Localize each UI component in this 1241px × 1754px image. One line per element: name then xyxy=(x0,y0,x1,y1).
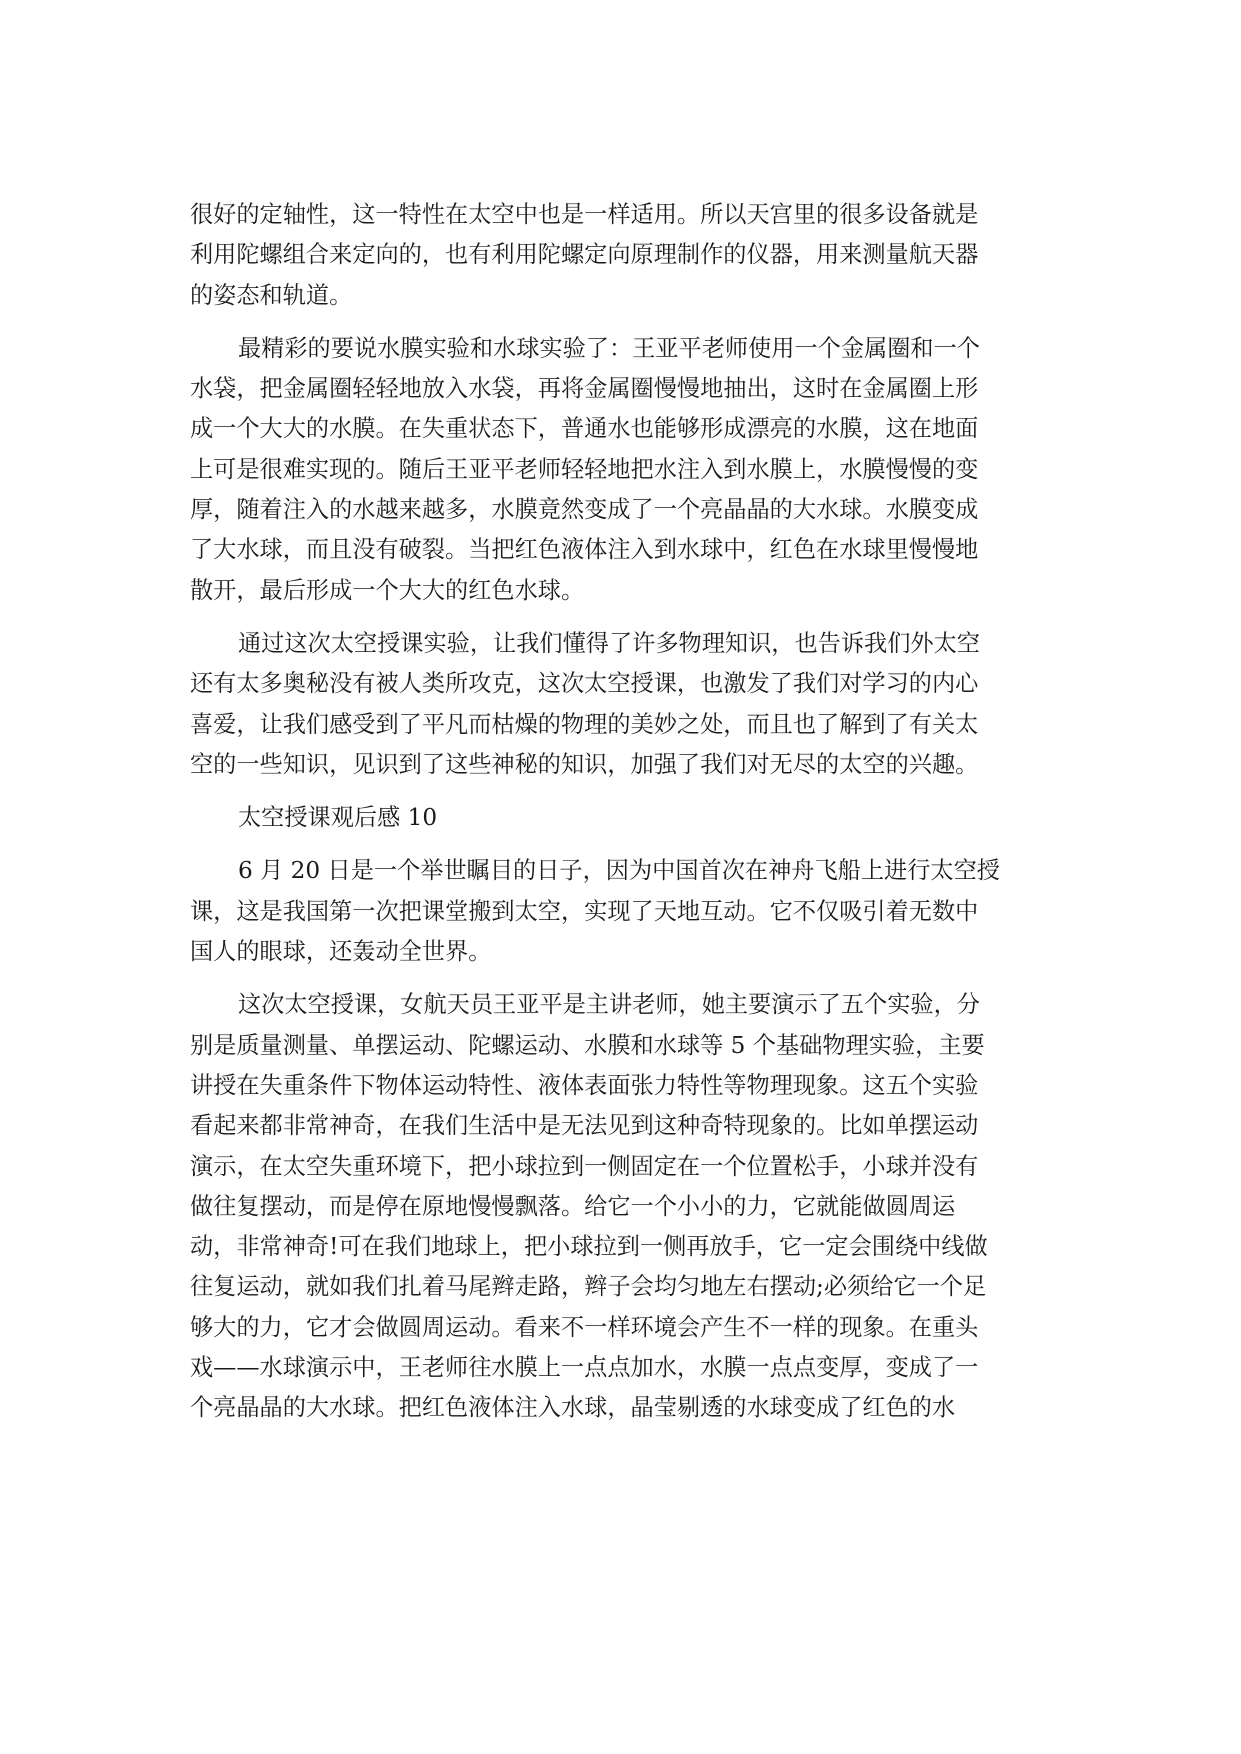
text-line: 看起来都非常神奇，在我们生活中是无法见到这种奇特现象的。比如单摆运动 xyxy=(190,1112,979,1140)
paragraph-1 xyxy=(190,195,1070,316)
text-line: 够大的力，它才会做圆周运动。看来不一样环境会产生不一样的现象。在重头 xyxy=(190,1313,979,1341)
paragraph-4 xyxy=(190,851,1070,972)
text-line: 个亮晶晶的大水球。把红色液体注入水球，晶莹剔透的水球变成了红色的水 xyxy=(190,1394,956,1422)
text-line: 6 月 20 日是一个举世瞩目的日子，因为中国首次在神舟飞船上进行太空授 xyxy=(238,857,1000,885)
text-line: 做往复摆动，而是停在原地慢慢飘落。给它一个小小的力，它就能做圆周运 xyxy=(190,1192,956,1220)
text-line: 通过这次太空授课实验，让我们懂得了许多物理知识，也告诉我们外太空 xyxy=(238,629,980,657)
text-line: 讲授在失重条件下物体运动特性、液体表面张力特性等物理现象。这五个实验 xyxy=(190,1071,979,1099)
paragraph-3 xyxy=(190,624,1070,785)
heading-text: 太空授课观后感 10 xyxy=(238,804,438,832)
text-line: 散开，最后形成一个大大的红色水球。 xyxy=(190,576,585,604)
text-line: 利用陀螺组合来定向的，也有利用陀螺定向原理制作的仪器，用来测量航天器 xyxy=(190,241,979,269)
text-line: 很好的定轴性，这一特性在太空中也是一样适用。所以天宫里的很多设备就是 xyxy=(190,201,979,228)
text-line: 的姿态和轨道。 xyxy=(190,281,353,309)
text-line: 空的一些知识，见识到了这些神秘的知识，加强了我们对无尽的太空的兴趣。 xyxy=(190,750,979,778)
text-line: 这次太空授课，女航天员王亚平是主讲老师，她主要演示了五个实验，分 xyxy=(238,991,980,1019)
text-line: 戏——水球演示中，王老师往水膜上一点点加水，水膜一点点变厚，变成了一 xyxy=(190,1354,979,1382)
text-line: 别是质量测量、单摆运动、陀螺运动、水膜和水球等 5 个基础物理实验，主要 xyxy=(190,1031,985,1059)
text-line: 动，非常神奇!可在我们地球上，把小球拉到一侧再放手，它一定会围绕中线做 xyxy=(190,1233,988,1261)
text-line: 往复运动，就如我们扎着马尾辫走路，辫子会均匀地左右摆动;必须给它一个足 xyxy=(190,1273,987,1301)
paragraph-2 xyxy=(190,329,1070,611)
text-line: 厚，随着注入的水越来越多，水膜竟然变成了一个亮晶晶的大水球。水膜变成 xyxy=(190,496,979,524)
text-line: 国人的眼球，还轰动全世界。 xyxy=(190,938,492,966)
section-heading xyxy=(190,798,1070,838)
body-text xyxy=(190,195,1070,1429)
text-line: 还有太多奥秘没有被人类所攻克，这次太空授课，也激发了我们对学习的内心 xyxy=(190,670,979,698)
text-line: 成一个大大的水膜。在失重状态下，普通水也能够形成漂亮的水膜，这在地面 xyxy=(190,415,979,443)
paragraph-5 xyxy=(190,985,1070,1428)
text-line: 课，这是我国第一次把课堂搬到太空，实现了天地互动。它不仅吸引着无数中 xyxy=(190,897,979,925)
text-line: 了大水球，而且没有破裂。当把红色液体注入到水球中，红色在水球里慢慢地 xyxy=(190,536,979,564)
text-line: 最精彩的要说水膜实验和水球实验了：王亚平老师使用一个金属圈和一个 xyxy=(238,334,980,362)
text-line: 上可是很难实现的。随后王亚平老师轻轻地把水注入到水膜上，水膜慢慢的变 xyxy=(190,455,979,483)
text-line: 水袋，把金属圈轻轻地放入水袋，再将金属圈慢慢地抽出，这时在金属圈上形 xyxy=(190,375,979,403)
text-line: 喜爱，让我们感受到了平凡而枯燥的物理的美妙之处，而且也了解到了有关太 xyxy=(190,710,979,738)
text-line: 演示，在太空失重环境下，把小球拉到一侧固定在一个位置松手，小球并没有 xyxy=(190,1152,979,1180)
